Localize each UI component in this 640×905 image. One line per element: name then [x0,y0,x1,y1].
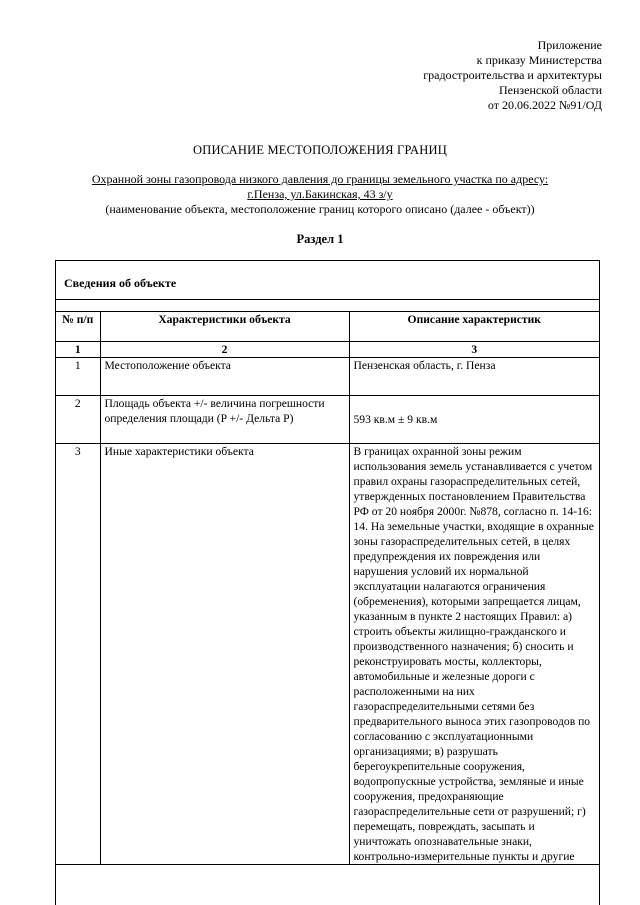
row-number: 1 [56,358,100,396]
appendix-line: градостроительства и архитектуры [423,68,602,82]
table-row [56,444,599,865]
object-name-line2: г.Пенза, ул.Бакинская, 43 з/у [247,187,393,201]
characteristics-table [56,311,599,865]
appendix-block [423,38,602,113]
table-header-row [56,312,599,342]
header-description: Описание характеристик [349,312,599,342]
row-number: 2 [56,396,100,444]
object-description [0,172,640,217]
column-number: 1 [56,342,100,358]
row-description: 593 кв.м ± 9 кв.м [349,396,599,444]
row-characteristic: Местоположение объекта [100,358,349,396]
row-description: В границах охранной зоны режим использования земель устанавливается с учетом правил охраны газораспределительных сетей, утвержденных постановлением Правительства РФ от 20 ноября 2000г. №878, согласно п. 14-16: 14. На земельные участки, входящие в охранные зоны газораспределительных сетей, в целях предупреждения их повреждения или нарушения условий их нормальной эксплуатации налагаются ограничения (обременения), которыми запрещается лицам, указанным в пункте 2 настоящих Правил: а) строить объекты жилищно-гражданского и производственного назначения; б) сносить и реконструировать мосты, коллекторы, автомобильные и железные дороги с расположенными на них газораспределительными сетями без предварительного выноса этих газопроводов по согласованию с эксплуатационными организациями; в) разрушать берегоукрепительные сооружения, водопропускные устройства, земляные и иные сооружения, предохраняющие газораспределительные сети от разрушений; г) перемещать, повреждать, засыпать и уничтожать опознавательные знаки, контрольно-измерительные пункты и другие [349,444,599,865]
appendix-line: Пензенской области [499,83,602,97]
divider [56,299,599,300]
appendix-line: от 20.06.2022 №91/ОД [487,98,602,112]
document-title: ОПИСАНИЕ МЕСТОПОЛОЖЕНИЯ ГРАНИЦ [193,143,447,157]
column-number-row [56,342,599,358]
object-info-frame [55,260,600,905]
column-number: 3 [349,342,599,358]
info-header: Сведения об объекте [64,276,177,290]
row-characteristic: Площадь объекта +/- величина погрешности определения площади (P +/- Дельта P) [100,396,349,444]
column-number: 2 [100,342,349,358]
table-row [56,358,599,396]
row-description: Пензенская область, г. Пенза [349,358,599,396]
object-name-line1: Охранной зоны газопровода низкого давления до границы земельного участка по адресу: [91,172,549,186]
section-title: Раздел 1 [296,232,344,246]
row-characteristic: Иные характеристики объекта [100,444,349,865]
appendix-line: к приказу Министерства [476,53,602,67]
header-number: № п/п [56,312,100,342]
appendix-line: Приложение [537,38,602,52]
header-characteristic: Характеристики объекта [100,312,349,342]
row-number: 3 [56,444,100,865]
table-row [56,396,599,444]
object-caption: (наименование объекта, местоположение границ которого описано (далее - объект)) [105,202,535,216]
